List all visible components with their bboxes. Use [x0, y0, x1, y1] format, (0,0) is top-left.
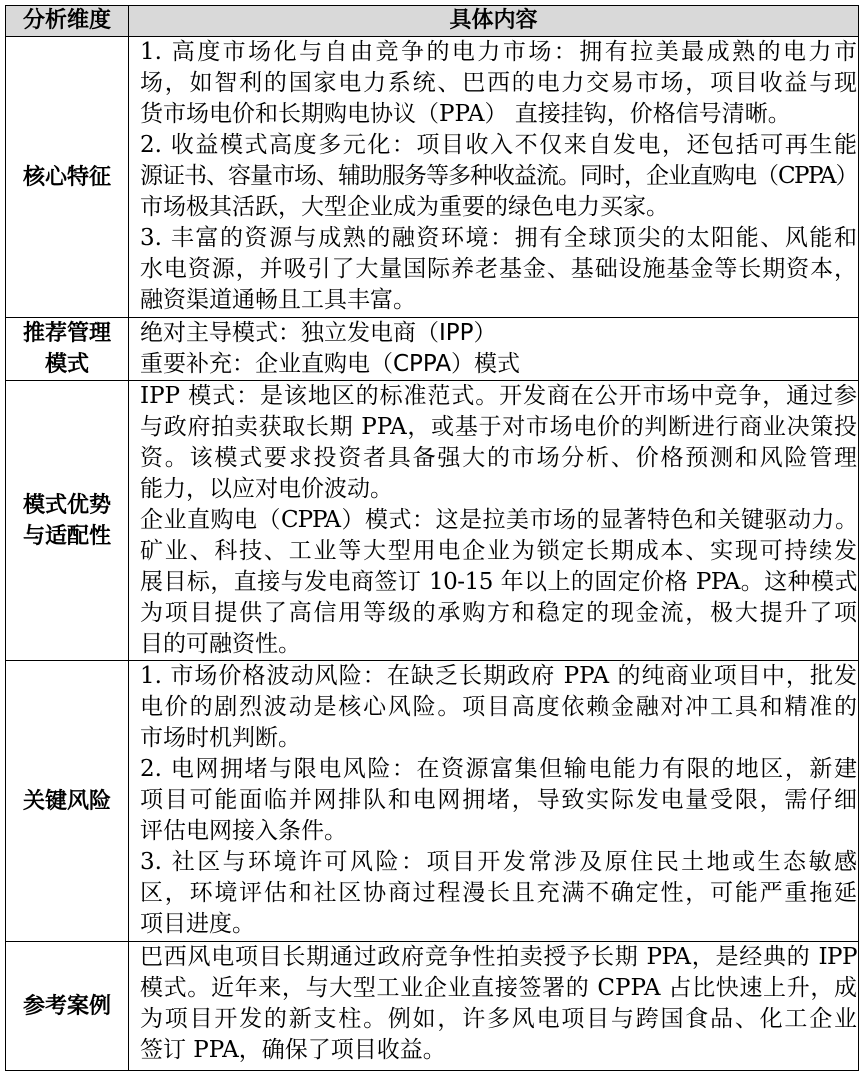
- content-line: 3. 丰富的资源与成熟的融资环境：拥有全球顶尖的太阳能、风能和: [140, 225, 857, 251]
- row-content: [129, 318, 859, 381]
- content-line: 绝对主导模式：独立发电商（IPP）: [140, 320, 497, 346]
- content-line: 1. 高度市场化与自由竞争的电力市场：拥有拉美最成熟的电力市: [140, 39, 857, 65]
- content-line: 项目可能面临并网排队和电网拥堵，导致实际发电量受限，需仔细: [140, 787, 857, 813]
- row-label: 模式优势与适配性: [6, 381, 129, 661]
- content-line: 场，如智利的国家电力系统、巴西的电力交易市场，项目收益与现: [140, 70, 857, 96]
- content-line: 模式。近年来，与大型工业企业直接签署的 CPPA 占比快速上升，成: [140, 975, 857, 1001]
- content-line: 区，环境评估和社区协商过程漫长且充满不确定性，可能严重拖延: [140, 880, 857, 906]
- row-reference-cases: [6, 942, 859, 1071]
- content-line: 2. 收益模式高度多元化：项目收入不仅来自发电，还包括可再生能: [140, 132, 857, 158]
- header-cell-content: 具体内容: [129, 6, 859, 37]
- row-label: 参考案例: [6, 942, 129, 1071]
- content-line: 市场时机判断。: [140, 725, 301, 751]
- content-line: 资。该模式要求投资者具备强大的市场分析、价格预测和风险管理: [140, 445, 857, 471]
- content-line: 水电资源，并吸引了大量国际养老基金、基础设施基金等长期资本，: [140, 256, 857, 282]
- content-line: 与政府拍卖获取长期 PPA，或基于对市场电价的判断进行商业决策投: [140, 414, 857, 440]
- content-line: 3. 社区与环境许可风险：项目开发常涉及原住民土地或生态敏感: [140, 849, 857, 875]
- content-line: 为项目开发的新支柱。例如，许多风电项目与跨国食品、化工企业: [140, 1006, 857, 1032]
- content-line: 重要补充：企业直购电（CPPA）模式: [140, 351, 521, 377]
- row-content: [129, 661, 859, 942]
- content-line: 签订 PPA，确保了项目收益。: [140, 1037, 446, 1063]
- content-line: 为项目提供了高信用等级的承购方和稳定的现金流，极大提升了项: [140, 600, 857, 626]
- content-line: 货市场电价和长期购电协议（PPA） 直接挂钩，价格信号清晰。: [140, 101, 791, 127]
- content-line: 项目进度。: [140, 911, 255, 937]
- content-line: 目的可融资性。: [140, 631, 301, 657]
- header-cell-dimension: 分析维度: [6, 6, 129, 37]
- content-line: 展目标，直接与发电商签订 10-15 年以上的固定价格 PPA。这种模式: [140, 569, 857, 595]
- row-recommended-mode: [6, 318, 859, 381]
- analysis-table: [5, 5, 859, 1071]
- row-label: 关键风险: [6, 661, 129, 942]
- content-line: 源证书、容量市场、辅助服务等多种收益流。同时，企业直购电（CPPA）: [140, 163, 857, 189]
- content-line: 能力，以应对电价波动。: [140, 476, 393, 502]
- content-line: 市场极其活跃，大型企业成为重要的绿色电力买家。: [140, 194, 669, 220]
- content-line: 矿业、科技、工业等大型用电企业为锁定长期成本、实现可持续发: [140, 538, 857, 564]
- row-content: [129, 942, 859, 1071]
- row-content: [129, 381, 859, 661]
- content-line: 评估电网接入条件。: [140, 818, 347, 844]
- header-row: [6, 6, 859, 37]
- row-content: [129, 37, 859, 318]
- content-line: 融资渠道通畅且工具丰富。: [140, 287, 416, 313]
- row-core-features: [6, 37, 859, 318]
- content-line: 1. 市场价格波动风险：在缺乏长期政府 PPA 的纯商业项目中，批发: [140, 663, 857, 689]
- content-line: 企业直购电（CPPA）模式：这是拉美市场的显著特色和关键驱动力。: [140, 507, 857, 533]
- content-line: 电价的剧烈波动是核心风险。项目高度依赖金融对冲工具和精准的: [140, 694, 857, 720]
- row-mode-advantages: [6, 381, 859, 661]
- row-key-risks: [6, 661, 859, 942]
- content-line: 巴西风电项目长期通过政府竞争性拍卖授予长期 PPA，是经典的 IPP: [140, 944, 857, 970]
- content-line: 2. 电网拥堵与限电风险：在资源富集但输电能力有限的地区，新建: [140, 756, 857, 782]
- content-line: IPP 模式：是该地区的标准范式。开发商在公开市场中竞争，通过参: [140, 383, 857, 409]
- row-label: 推荐管理模式: [6, 318, 129, 381]
- row-label: 核心特征: [6, 37, 129, 318]
